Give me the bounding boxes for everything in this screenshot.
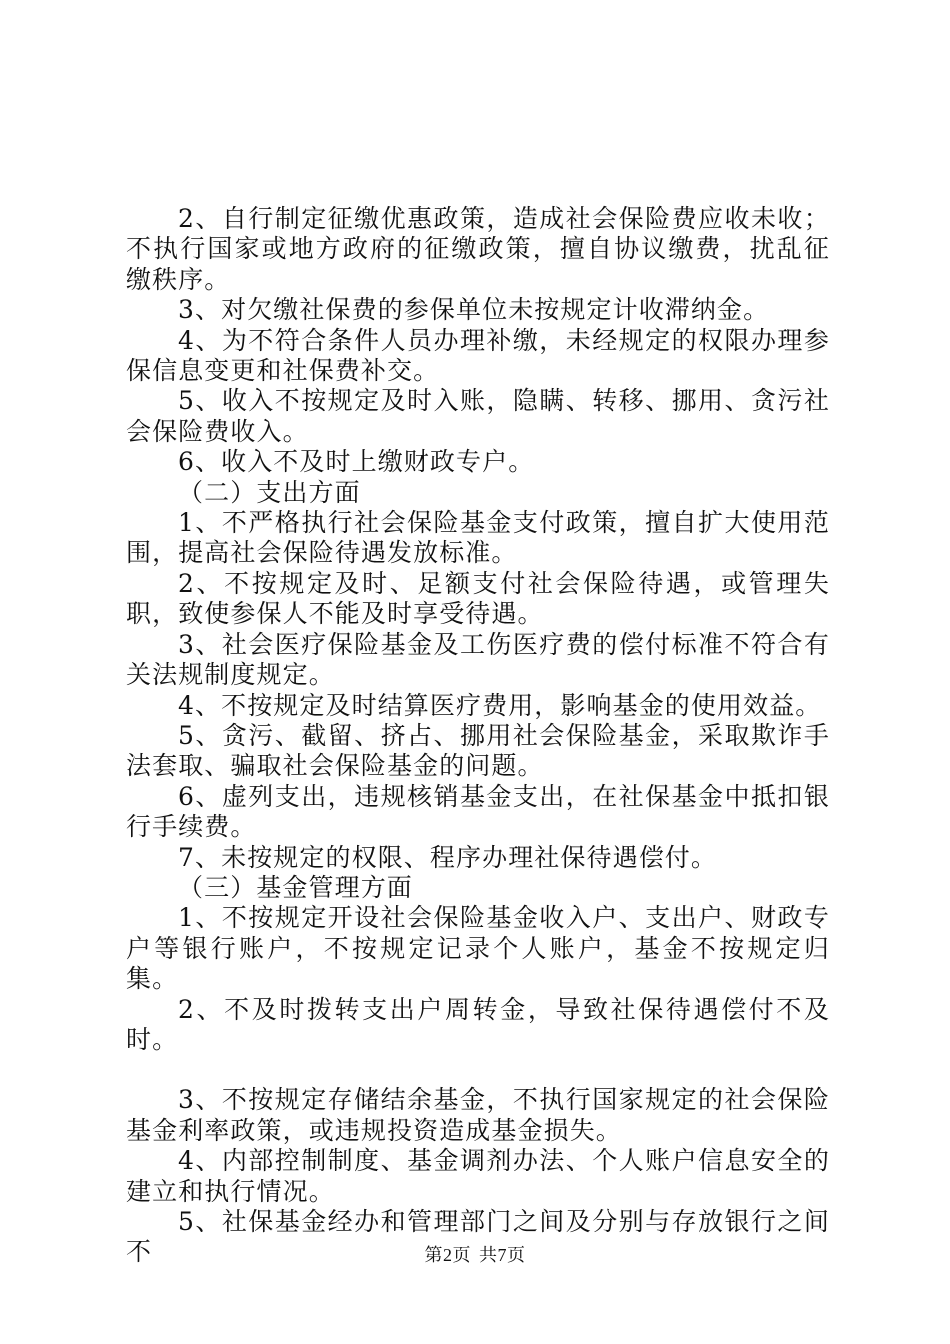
paragraph: 5、社保基金经办和管理部门之间及分别与存放银行之间不 — [126, 1207, 830, 1267]
paragraph: 3、不按规定存储结余基金，不执行国家规定的社会保险基金利率政策，或违规投资造成基金损失。 — [126, 1085, 830, 1145]
paragraph: 5、收入不按规定及时入账，隐瞒、转移、挪用、贪污社会保险费收入。 — [126, 386, 830, 446]
paragraph: 4、为不符合条件人员办理补缴，未经规定的权限办理参保信息变更和社保费补交。 — [126, 325, 830, 386]
paragraph: 3、对欠缴社保费的参保单位未按规定计收滞纳金。 — [178, 295, 770, 325]
section-heading: （二）支出方面 — [178, 477, 361, 507]
document-body — [126, 204, 830, 1268]
page-total: 共7页 — [479, 1245, 526, 1265]
paragraph: 4、内部控制制度、基金调剂办法、个人账户信息安全的建立和执行情况。 — [126, 1146, 830, 1206]
paragraph: 7、未按规定的权限、程序办理社保待遇偿付。 — [178, 842, 718, 872]
paragraph: 1、不按规定开设社会保险基金收入户、支出户、财政专户等银行账户，不按规定记录个人账户，基金不按规定归集。 — [126, 903, 830, 994]
paragraph: 2、不及时拨转支出户周转金，导致社保待遇偿付不及时。 — [126, 994, 830, 1054]
paragraph: 1、不严格执行社会保险基金支付政策，擅自扩大使用范围，提高社会保险待遇发放标准。 — [126, 508, 830, 568]
paragraph: 6、收入不及时上缴财政专户。 — [178, 447, 535, 477]
paragraph: 4、不按规定及时结算医疗费用，影响基金的使用效益。 — [178, 690, 822, 720]
blank-line — [126, 1055, 830, 1085]
paragraph: 3、社会医疗保险基金及工伤医疗费的偿付标准不符合有关法规制度规定。 — [126, 629, 830, 690]
paragraph: 5、贪污、截留、挤占、挪用社会保险基金，采取欺诈手法套取、骗取社会保险基金的问题。 — [126, 720, 830, 781]
page-number: 第2页 — [424, 1245, 471, 1265]
section-heading: （三）基金管理方面 — [178, 872, 413, 902]
paragraph: 2、自行制定征缴优惠政策，造成社会保险费应收未收；不执行国家或地方政府的征缴政策，擅自协议缴费，扰乱征缴秩序。 — [126, 204, 830, 294]
paragraph: 6、虚列支出，违规核销基金支出，在社保基金中抵扣银行手续费。 — [126, 781, 830, 842]
page-footer — [0, 1241, 950, 1267]
paragraph: 2、不按规定及时、足额支付社会保险待遇，或管理失职，致使参保人不能及时享受待遇。 — [126, 568, 830, 629]
